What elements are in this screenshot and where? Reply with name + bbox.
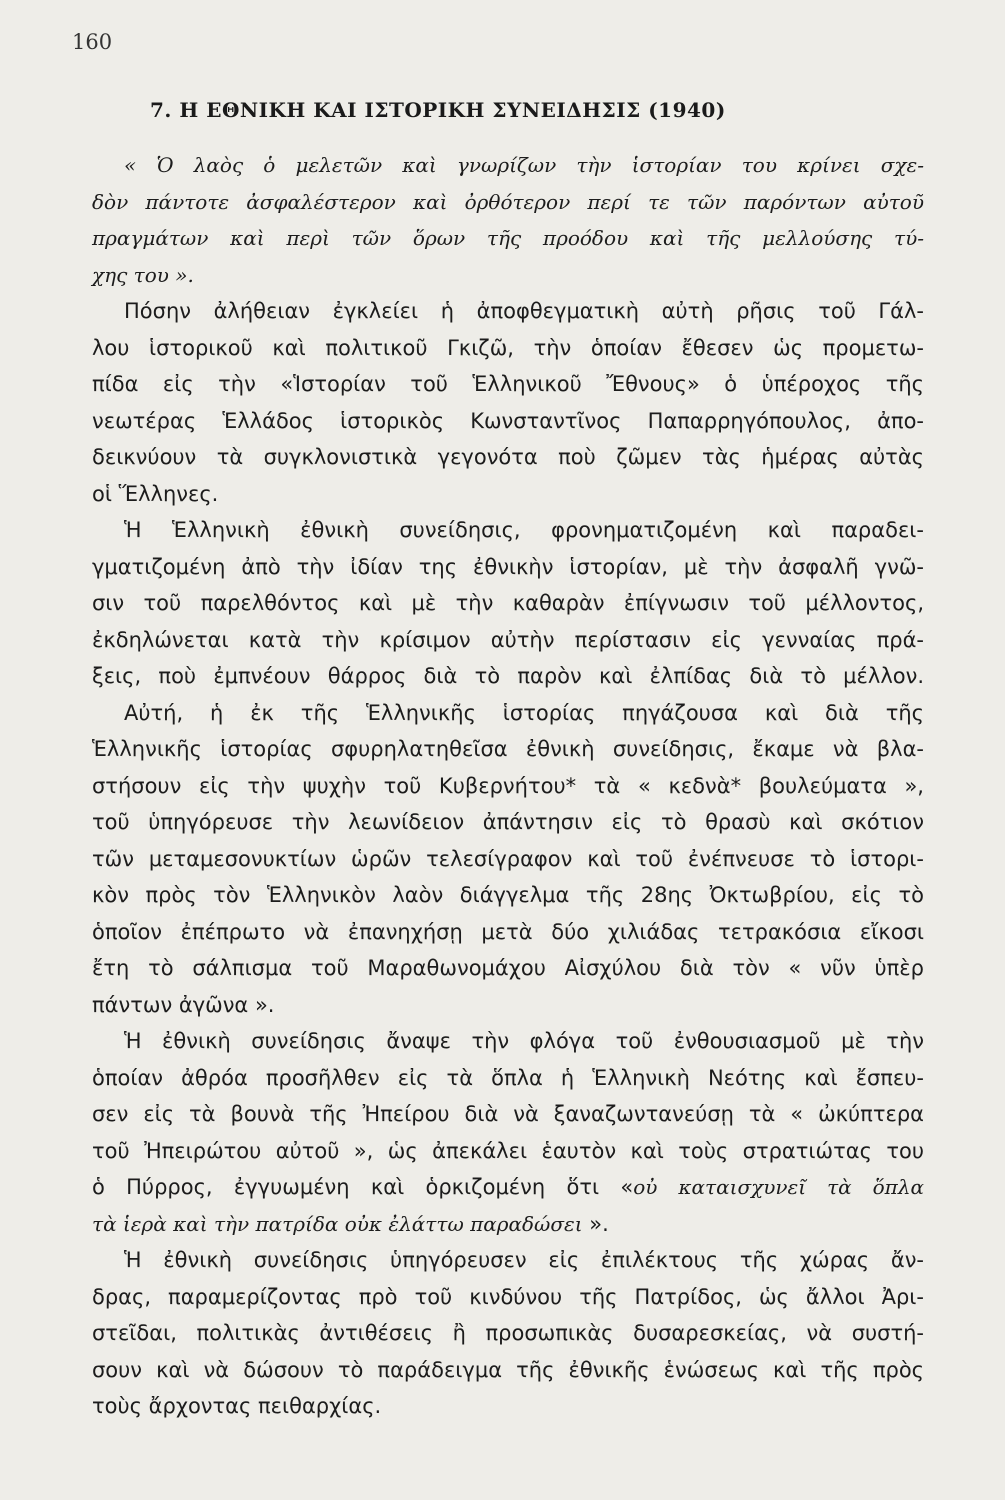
paragraph-line: σουν καὶ νὰ δώσουν τὸ παράδειγμα τῆς ἐθνικῆς ἑνώσεως καὶ τῆς πρὸς: [92, 1357, 924, 1382]
oath-quote: τὰ ἱερὰ καὶ τὴν πατρίδα οὐκ ἐλάττω παραδώσει: [92, 1211, 583, 1236]
page-number: 160: [72, 30, 113, 54]
paragraph-line: οἱ Ἕλληνες.: [92, 481, 219, 506]
paragraph-line: τοὺς ἄρχοντας πειθαρχίας.: [92, 1394, 382, 1418]
paragraph-line: νεωτέρας Ἑλλάδος ἱστορικὸς Κωνσταντῖνος Παπαρρηγόπουλος, ἀπο-: [92, 408, 924, 433]
quote-line: χης του ».: [92, 262, 194, 287]
paragraph-line: σιν τοῦ παρελθόντος καὶ μὲ τὴν καθαρὰν ἐπίγνωσιν τοῦ μέλλοντος,: [92, 591, 924, 615]
paragraph-line-text: ὁ Πύρρος, ἐγγυωμένη καὶ ὁρκιζομένη ὅτι «: [92, 1175, 634, 1199]
paragraph-line: δρας, παραμερίζοντας πρὸ τοῦ κινδύνου τῆς Πατρίδος, ὡς ἄλλοι Ἀρι-: [92, 1284, 924, 1309]
paragraph-line: Ἡ ἐθνικὴ συνείδησις ὑπηγόρευσεν εἰς ἐπιλέκτους τῆς χώρας ἄν-: [124, 1248, 924, 1272]
paragraph-line: ξεις, ποὺ ἐμπνέουν θάρρος διὰ τὸ παρὸν καὶ ἐλπίδας διὰ τὸ μέλλον.: [92, 664, 924, 688]
paragraph-line: ἐκδηλώνεται κατὰ τὴν κρίσιμον αὐτὴν περίστασιν εἰς γενναίας πρά-: [92, 627, 924, 652]
paragraph-line: δεικνύουν τὰ συγκλονιστικὰ γεγονότα ποὺ ζῶμεν τὰς ἡμέρας αὐτὰς: [92, 445, 924, 469]
paragraph-line: πάντων ἀγῶνα ».: [92, 992, 275, 1017]
paragraph-line: γματιζομένη ἀπὸ τὴν ἰδίαν της ἐθνικὴν ἱστορίαν, μὲ τὴν ἀσφαλῆ γνῶ-: [92, 554, 924, 579]
paragraph-line: [92, 1169, 924, 1206]
paragraph-line: λου ἱστορικοῦ καὶ πολιτικοῦ Γκιζῶ, τὴν ὁποίαν ἔθεσεν ὡς προμετω-: [92, 335, 924, 360]
paragraph-line: σεν εἰς τὰ βουνὰ τῆς Ἠπείρου διὰ νὰ ξαναζωντανεύσῃ τὰ « ὠκύπτερα: [92, 1102, 924, 1126]
paragraph-line-text: ».: [582, 1211, 609, 1236]
paragraph-line: στεῖδαι, πολιτικὰς ἀντιθέσεις ἢ προσωπικὰς δυσαρεσκείας, νὰ συστή-: [92, 1321, 924, 1345]
quote-line: « Ὁ λαὸς ὁ μελετῶν καὶ γνωρίζων τὴν ἱστορίαν του κρίνει σχε-: [124, 153, 924, 177]
body-text: [92, 147, 924, 1425]
paragraph-line: Ἡ ἐθνικὴ συνείδησις ἄναψε τὴν φλόγα τοῦ ἐνθουσιασμοῦ μὲ τὴν: [124, 1029, 924, 1053]
paragraph-line: [92, 1206, 924, 1243]
section-title: 7. Η ΕΘΝΙΚΗ ΚΑΙ ΙΣΤΟΡΙΚΗ ΣΥΝΕΙΔΗΣΙΣ (1940): [150, 98, 726, 122]
paragraph-line: πίδα εἰς τὴν «Ἱστορίαν τοῦ Ἑλληνικοῦ Ἔθνους» ὁ ὑπέροχος τῆς: [92, 372, 924, 396]
paragraph-line: ὁποῖον ἐπέπρωτο νὰ ἐπανηχήσῃ μετὰ δύο χιλιάδας τετρακόσια εἴκοσι: [92, 919, 924, 944]
quote-line: δὸν πάντοτε ἀσφαλέστερον καὶ ὀρθότερον περί τε τῶν παρόντων αὐτοῦ: [92, 189, 924, 214]
paragraph-line: Ἡ Ἑλληνικὴ ἐθνικὴ συνείδησις, φρονηματιζομένη καὶ παραδει-: [124, 518, 924, 542]
paragraph-line: τοῦ Ἠπειρώτου αὐτοῦ », ὡς ἀπεκάλει ἑαυτὸν καὶ τοὺς στρατιώτας του: [92, 1138, 924, 1163]
paragraph-line: τῶν μεταμεσονυκτίων ὡρῶν τελεσίγραφον καὶ τοῦ ἐνέπνευσε τὸ ἱστορι-: [92, 846, 924, 871]
oath-quote: οὐ καταισχυνεῖ τὰ ὅπλα: [633, 1175, 925, 1199]
paragraph-line: Ἑλληνικῆς ἱστορίας σφυρηλατηθεῖσα ἐθνικὴ συνείδησις, ἔκαμε νὰ βλα-: [92, 737, 924, 761]
paragraph-line: Πόσην ἀλήθειαν ἐγκλείει ἡ ἀποφθεγματικὴ αὐτὴ ρῆσις τοῦ Γάλ-: [124, 299, 924, 323]
quote-line: πραγμάτων καὶ περὶ τῶν ὅρων τῆς προόδου καὶ τῆς μελλούσης τύ-: [92, 226, 924, 250]
paragraph-line: ὁποίαν ἀθρόα προσῆλθεν εἰς τὰ ὅπλα ἡ Ἑλληνικὴ Νεότης καὶ ἔσπευ-: [92, 1065, 924, 1090]
paragraph-line: κὸν πρὸς τὸν Ἑλληνικὸν λαὸν διάγγελμα τῆς 28ης Ὀκτωβρίου, εἰς τὸ: [92, 883, 924, 907]
paragraph-line: Αὐτή, ἡ ἐκ τῆς Ἑλληνικῆς ἱστορίας πηγάζουσα καὶ διὰ τῆς: [124, 700, 924, 725]
paragraph-line: στήσουν εἰς τὴν ψυχὴν τοῦ Κυβερνήτου* τὰ « κεδνὰ* βουλεύματα »,: [92, 773, 924, 798]
paragraph-line: ἔτη τὸ σάλπισμα τοῦ Μαραθωνομάχου Αἰσχύλου διὰ τὸν « νῦν ὑπὲρ: [92, 956, 924, 980]
paragraph-line: τοῦ ὑπηγόρευσε τὴν λεωνίδειον ἀπάντησιν εἰς τὸ θρασὺ καὶ σκότιον: [92, 810, 924, 834]
